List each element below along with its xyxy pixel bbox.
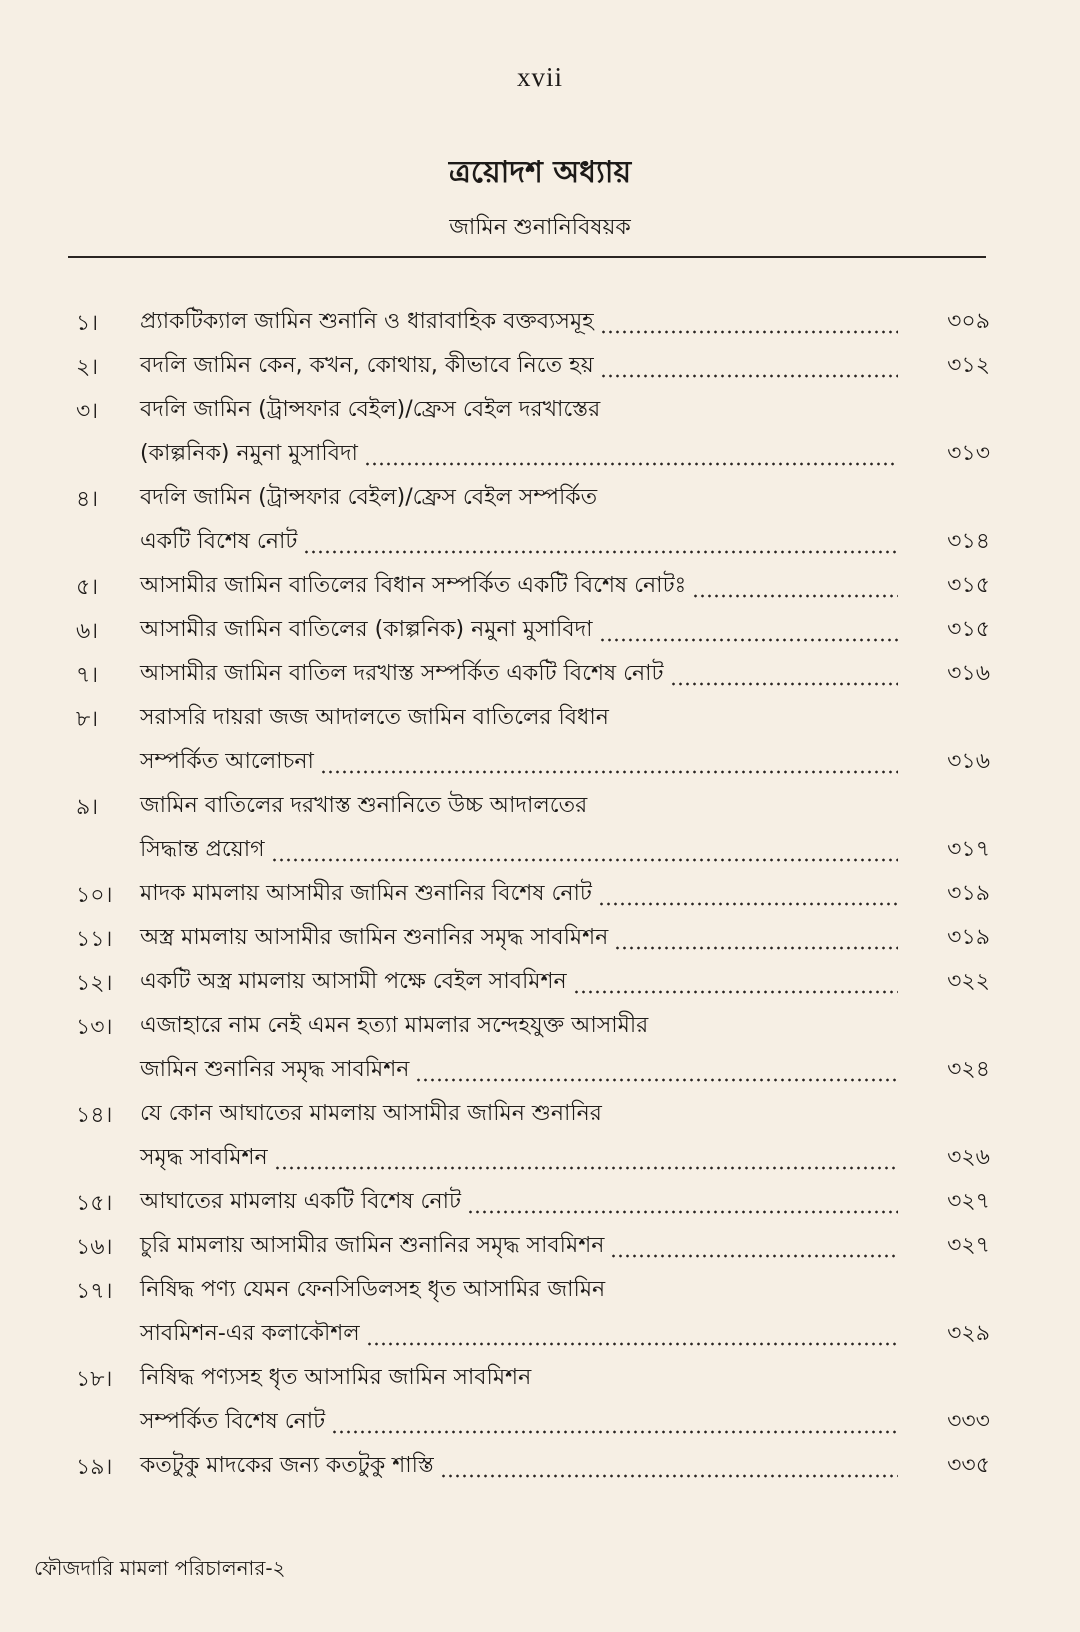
toc-entry-line	[140, 388, 990, 432]
toc-entry-title: একটি বিশেষ নোট	[140, 529, 298, 554]
toc-page-number: ৩১৫	[947, 573, 990, 598]
toc-entry-title: সাবমিশন-এর কলাকৌশল	[140, 1321, 360, 1346]
toc-entry	[0, 872, 1080, 916]
toc-entry-number: ১৫।	[76, 1191, 113, 1216]
toc-page-number: ৩২৪	[947, 1057, 990, 1082]
chapter-title: ত্রয়োদশ অধ্যায়	[448, 155, 632, 190]
toc-entry-title: বদলি জামিন (ট্রান্সফার বেইল)/ফ্রেস বেইল দরখাস্তের	[140, 397, 601, 422]
dot-leader	[467, 1210, 898, 1214]
toc-page-number: ৩১৪	[947, 529, 990, 554]
dot-leader	[600, 330, 898, 334]
toc-entry-number: ১৩।	[76, 1015, 113, 1040]
toc-entry-number: ১০।	[76, 883, 113, 908]
toc-entry-number: ৪।	[76, 487, 99, 512]
dot-leader	[366, 1342, 898, 1346]
table-of-contents	[0, 300, 1080, 1488]
toc-entry-title: সমৃদ্ধ সাবমিশন	[140, 1145, 268, 1170]
dot-leader	[364, 462, 898, 466]
toc-entry-title: (কাল্পনিক) নমুনা মুসাবিদা	[140, 441, 358, 466]
toc-entry-line	[140, 1312, 990, 1356]
toc-entry-line	[140, 784, 990, 828]
toc-entry-title: সম্পর্কিত আলোচনা	[140, 749, 314, 774]
toc-entry-title: মাদক মামলায় আসামীর জামিন শুনানির বিশেষ নোট	[140, 881, 592, 906]
toc-entry-title: বদলি জামিন কেন, কখন, কোথায়, কীভাবে নিতে হয়	[140, 353, 594, 378]
toc-page-number: ৩৩৩	[947, 1409, 990, 1434]
toc-entry-title: চুরি মামলায় আসামীর জামিন শুনানির সমৃদ্ধ সাবমিশন	[140, 1233, 605, 1258]
toc-entry-title: নিষিদ্ধ পণ্যসহ ধৃত আসামির জামিন সাবমিশন	[140, 1365, 532, 1390]
toc-entry	[0, 564, 1080, 608]
toc-entry	[0, 1224, 1080, 1268]
dot-leader	[670, 682, 898, 686]
toc-entry-number: ১।	[76, 311, 99, 336]
toc-entry-line	[140, 1136, 990, 1180]
toc-entry-line	[140, 916, 990, 960]
toc-page-number: ৩১৯	[947, 881, 990, 906]
toc-entry	[0, 784, 1080, 872]
toc-entry	[0, 476, 1080, 564]
toc-entry	[0, 1004, 1080, 1092]
toc-entry-title: নিষিদ্ধ পণ্য যেমন ফেনসিডিলসহ ধৃত আসামির জামিন	[140, 1277, 606, 1302]
toc-entry-line	[140, 740, 990, 784]
toc-entry-number: ৯।	[76, 795, 99, 820]
toc-entry-title: প্র্যাকটিক্যাল জামিন শুনানি ও ধারাবাহিক বক্তব্যসমূহ	[140, 309, 594, 334]
toc-entry-line	[140, 960, 990, 1004]
toc-entry	[0, 300, 1080, 344]
toc-entry-line	[140, 1180, 990, 1224]
page-number: xvii	[516, 62, 563, 92]
dot-leader	[320, 770, 898, 774]
toc-entry-number: ১৪।	[76, 1103, 113, 1128]
toc-entry	[0, 916, 1080, 960]
toc-entry-line	[140, 1400, 990, 1444]
toc-entry-title: সরাসরি দায়রা জজ আদালতে জামিন বাতিলের বিধান	[140, 705, 609, 730]
toc-page-number: ৩২৬	[947, 1145, 990, 1170]
dot-leader	[692, 594, 898, 598]
toc-entry-line	[140, 828, 990, 872]
toc-entry	[0, 1180, 1080, 1224]
toc-page-number: ৩০৯	[947, 309, 990, 334]
toc-entry-number: ১৯।	[76, 1455, 113, 1480]
toc-entry-line	[140, 300, 990, 344]
toc-entry-number: ২।	[76, 355, 99, 380]
chapter-subtitle: জামিন শুনানিবিষয়ক	[449, 215, 631, 240]
toc-entry-line	[140, 1224, 990, 1268]
toc-entry-number: ১৮।	[76, 1367, 113, 1392]
toc-entry-line	[140, 696, 990, 740]
toc-entry-line	[140, 608, 990, 652]
toc-entry-line	[140, 1092, 990, 1136]
toc-entry-title: বদলি জামিন (ট্রান্সফার বেইল)/ফ্রেস বেইল সম্পর্কিত	[140, 485, 598, 510]
toc-entry	[0, 696, 1080, 784]
toc-entry-title: জামিন বাতিলের দরখাস্ত শুনানিতে উচ্চ আদালতের	[140, 793, 588, 818]
toc-entry-title: আসামীর জামিন বাতিলের (কাল্পনিক) নমুনা মুসাবিদা	[140, 617, 593, 642]
dot-leader	[415, 1078, 898, 1082]
toc-entry	[0, 960, 1080, 1004]
dot-leader	[600, 374, 898, 378]
toc-page-number: ৩১৩	[947, 441, 990, 466]
toc-entry	[0, 1268, 1080, 1356]
footer-title: ফৌজদারি মামলা পরিচালনার-২	[34, 1556, 286, 1580]
toc-entry-title: সম্পর্কিত বিশেষ নোট	[140, 1409, 326, 1434]
toc-entry-line	[140, 872, 990, 916]
toc-entry-title: এজাহারে নাম নেই এমন হত্যা মামলার সন্দেহযুক্ত আসামীর	[140, 1013, 649, 1038]
toc-entry-title: আঘাতের মামলায় একটি বিশেষ নোট	[140, 1189, 461, 1214]
toc-page-number: ৩২২	[947, 969, 990, 994]
toc-entry-number: ৬।	[76, 619, 99, 644]
toc-entry-line	[140, 1444, 990, 1488]
dot-leader	[331, 1430, 898, 1434]
toc-entry-line	[140, 564, 990, 608]
toc-entry-title: জামিন শুনানির সমৃদ্ধ সাবমিশন	[140, 1057, 410, 1082]
toc-page-number: ৩৩৫	[947, 1453, 990, 1478]
toc-page-number: ৩২৭	[947, 1189, 990, 1214]
toc-entry-number: ১৬।	[76, 1235, 113, 1260]
toc-entry-title: একটি অস্ত্র মামলায় আসামী পক্ষে বেইল সাবমিশন	[140, 969, 567, 994]
toc-page-number: ৩২৭	[947, 1233, 990, 1258]
toc-entry-number: ১২।	[76, 971, 113, 996]
toc-entry	[0, 1444, 1080, 1488]
toc-entry-number: ৮।	[76, 707, 99, 732]
toc-entry-title: আসামীর জামিন বাতিল দরখাস্ত সম্পর্কিত একটি বিশেষ নোট	[140, 661, 664, 686]
header-divider	[68, 256, 986, 258]
dot-leader	[271, 858, 898, 862]
toc-entry-line	[140, 432, 990, 476]
toc-entry-title: আসামীর জামিন বাতিলের বিধান সম্পর্কিত একটি বিশেষ নোটঃ	[140, 573, 687, 598]
toc-entry-line	[140, 1268, 990, 1312]
toc-entry-line	[140, 520, 990, 564]
dot-leader	[440, 1474, 898, 1478]
toc-entry	[0, 608, 1080, 652]
toc-entry-number: ৫।	[76, 575, 99, 600]
toc-entry-line	[140, 344, 990, 388]
toc-page-number: ৩১৯	[947, 925, 990, 950]
toc-entry-line	[140, 476, 990, 520]
toc-entry	[0, 388, 1080, 476]
dot-leader	[599, 638, 898, 642]
dot-leader	[610, 1254, 898, 1258]
toc-entry-number: ৩।	[76, 399, 99, 424]
toc-entry-line	[140, 652, 990, 696]
toc-entry-number: ১৭।	[76, 1279, 113, 1304]
toc-entry-line	[140, 1004, 990, 1048]
toc-entry-title: সিদ্ধান্ত প্রয়োগ	[140, 837, 265, 862]
dot-leader	[303, 550, 898, 554]
dot-leader	[614, 946, 898, 950]
toc-entry-line	[140, 1356, 990, 1400]
toc-page-number: ৩১২	[947, 353, 990, 378]
toc-page-number: ৩২৯	[947, 1321, 990, 1346]
toc-entry	[0, 1092, 1080, 1180]
toc-entry-title: কতটুকু মাদকের জন্য কতটুকু শাস্তি	[140, 1453, 434, 1478]
toc-entry	[0, 1356, 1080, 1444]
toc-entry-line	[140, 1048, 990, 1092]
toc-entry	[0, 344, 1080, 388]
toc-page-number: ৩১৬	[947, 661, 990, 686]
toc-page-number: ৩১৬	[947, 749, 990, 774]
toc-page-number: ৩১৫	[947, 617, 990, 642]
dot-leader	[573, 990, 898, 994]
toc-entry-title: যে কোন আঘাতের মামলায় আসামীর জামিন শুনানির	[140, 1101, 602, 1126]
dot-leader	[274, 1166, 898, 1170]
dot-leader	[598, 902, 898, 906]
toc-page-number: ৩১৭	[947, 837, 990, 862]
toc-entry-number: ১১।	[76, 927, 113, 952]
toc-entry-number: ৭।	[76, 663, 99, 688]
toc-entry-title: অস্ত্র মামলায় আসামীর জামিন শুনানির সমৃদ্ধ সাবমিশন	[140, 925, 609, 950]
toc-entry	[0, 652, 1080, 696]
